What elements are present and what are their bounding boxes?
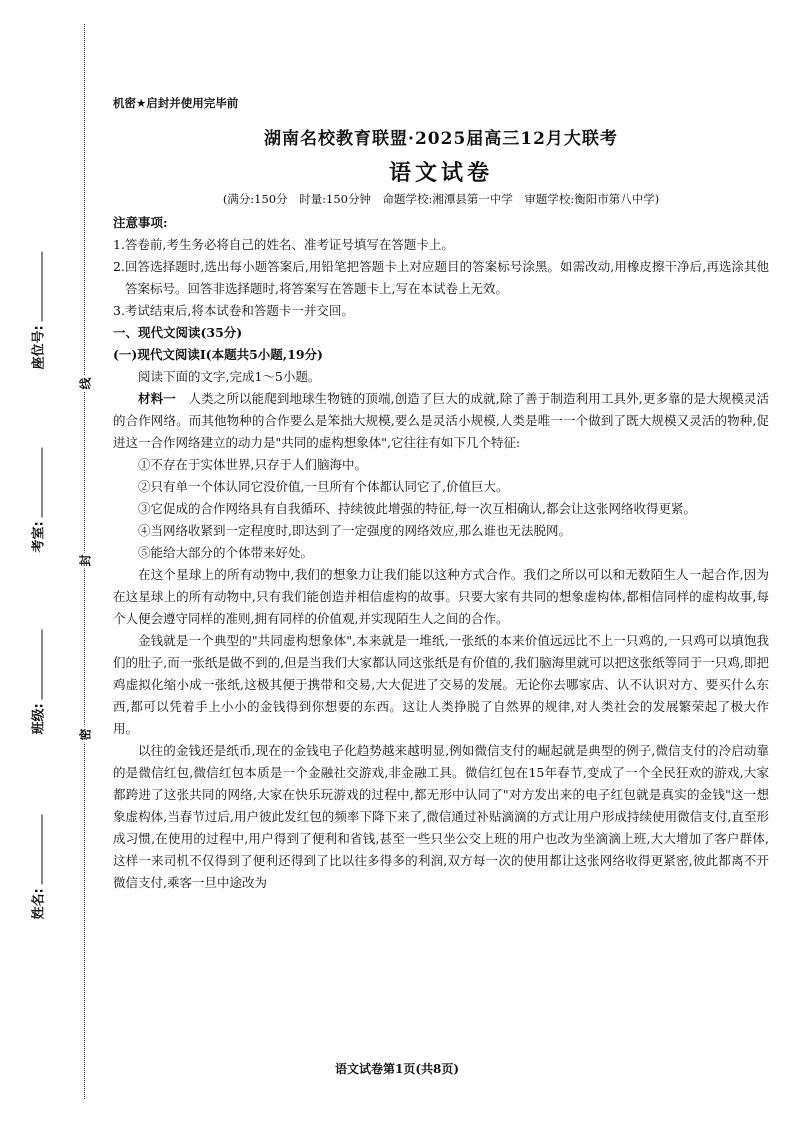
body-paragraph: 金钱就是一个典型的"共同虚构想象体",本来就是一堆纸,一张纸的本来价值远远比不上一只鸡的,一只鸡可以填饱我们的肚子,而一张纸是做不到的,但是当我们大家都认同这张纸是有价值的,我们脑海里就可以把这张纸等同于一只鸡,即把鸡虚拟化缩小成一张纸,这极其便于携带和交易,大大促进了交易的发展。无论你去哪家店、认不认识对方、要买什么东西,都可以凭着手上小小的金钱得到你想要的东西。这让人类挣脱了自然界的规律,对人类社会的发展繁荣起了极大作用。 (113, 633, 769, 736)
feature-item: ⑤能给大部分的个体带来好处。 (138, 545, 314, 560)
seat-number-field (28, 280, 47, 370)
class-label: 班级: (31, 703, 47, 735)
notice-item: 3.考试结束后,将本试卷和答题卡一并交回。 (113, 303, 354, 318)
exam-title: 湖南名校教育联盟·2025届高三12月大联考 (264, 129, 618, 149)
feature-item: ②只有单一个体认同它没价值,一旦所有个体都认同它了,价值巨大。 (138, 479, 509, 494)
confidential-mark: 机密★启封并使用完毕前 (113, 96, 239, 110)
subject-title: 语文试卷 (388, 160, 493, 186)
name-blank (32, 814, 43, 884)
subsection-heading: (一)现代文阅读Ⅰ(本题共5小题,19分) (113, 347, 323, 362)
body-paragraph: 以往的金钱还是纸币,现在的金钱电子化趋势越来越明显,例如微信支付的崛起就是典型的例子,微信支付的冷启动靠的是微信红包,微信红包本质是一个金融社交游戏,非金融工具。微信红包在15年春节,变成了一个全民狂欢的游戏,大家都跨进了这张共同的网络,大家在快乐玩游戏的过程中,都无形中认同了"对方发出来的电子红包就是真实的金钱"这一想象虚构体,当春节过后,用户彼此发红包的频率下降下来了,微信通过补贴滴滴的方式让用户形成持续使用微信支付,直至形成习惯,在使用的过程中,用户得到了便利和省钱,甚至一些只坐公交上班的用户也改为坐滴滴上班,大大增加了客户群体,这样一来司机不仅得到了便利还得到了比以往多得多的利润,双方每一次的使用都让这张网络收得更紧密,彼此都离不开微信支付,乘客一旦中途改为 (113, 743, 769, 890)
exam-room-label: 考室: (31, 521, 47, 553)
section-heading: 一、现代文阅读(35分) (113, 325, 243, 340)
page-footer: 语文试卷第1页(共8页) (334, 1062, 460, 1076)
body-paragraph: 在这个星球上的所有动物中,我们的想象力让我们能以这种方式合作。我们之所以可以和无数陌生人一起合作,因为在这星球上的所有动物中,只有我们能创造并相信虚构的故事。只要大家有共同的想象虚构体,都相信同样的虚构故事,每个人便会遵守同样的准则,拥有同样的价值观,并实现陌生人之间的合作。 (113, 567, 769, 626)
notice-item: 2.回答选择题时,选出每小题答案后,用铅笔把答题卡上对应题目的答案标号涂黑。如需改动,用橡皮擦干净后,再选涂其他答案标号。回答非选择题时,将答案写在答题卡上,写在本试卷上无效。 (113, 259, 769, 296)
feature-item: ③它促成的合作网络具有自我循环、持续彼此增强的特征,每一次互相确认,都会让这张网络收得更紧。 (138, 501, 696, 516)
seat-number-label: 座位号: (31, 325, 47, 370)
class-field (28, 645, 47, 735)
exam-room-blank (32, 447, 43, 517)
notice-item: 1.答卷前,考生务必将自己的姓名、准考证号填写在答题卡上。 (113, 237, 454, 252)
feature-item: ④当网络收紧到一定程度时,即达到了一定强度的网络效应,那么谁也无法脱网。 (138, 523, 571, 538)
class-blank (32, 629, 43, 699)
material-label: 材料一 (138, 391, 176, 406)
document-body (113, 92, 769, 894)
name-label: 姓名: (31, 888, 47, 920)
seal-char-seal: 封 (78, 554, 93, 567)
exam-meta: (满分:150分 时量:150分钟 命题学校:湘潭县第一中学 审题学校:衡阳市第八中学) (222, 192, 660, 206)
reading-instruction: 阅读下面的文字,完成1～5小题。 (138, 369, 321, 384)
material-intro-text: 人类之所以能爬到地球生物链的顶端,创造了巨大的成就,除了善于制造利用工具外,更多靠的是大规模灵活的合作网络。而其他物种的合作要么是笨拙大规模,要么是灵活小规模,人类是唯一一个做到了既大规模又灵活的物种,促进这一合作网络建立的动力是"共同的虚构想象体",它往往有如下几个特征: (113, 391, 769, 450)
seal-char-line: 线 (78, 377, 93, 390)
seat-number-blank (32, 251, 43, 321)
material-one-intro (113, 388, 769, 454)
feature-item: ①不存在于实体世界,只存于人们脑海中。 (138, 457, 367, 472)
seal-char-secret: 密 (78, 728, 93, 741)
binding-margin (0, 0, 100, 1123)
name-field (28, 830, 47, 920)
notice-heading: 注意事项: (113, 215, 168, 230)
exam-room-field (28, 463, 47, 553)
